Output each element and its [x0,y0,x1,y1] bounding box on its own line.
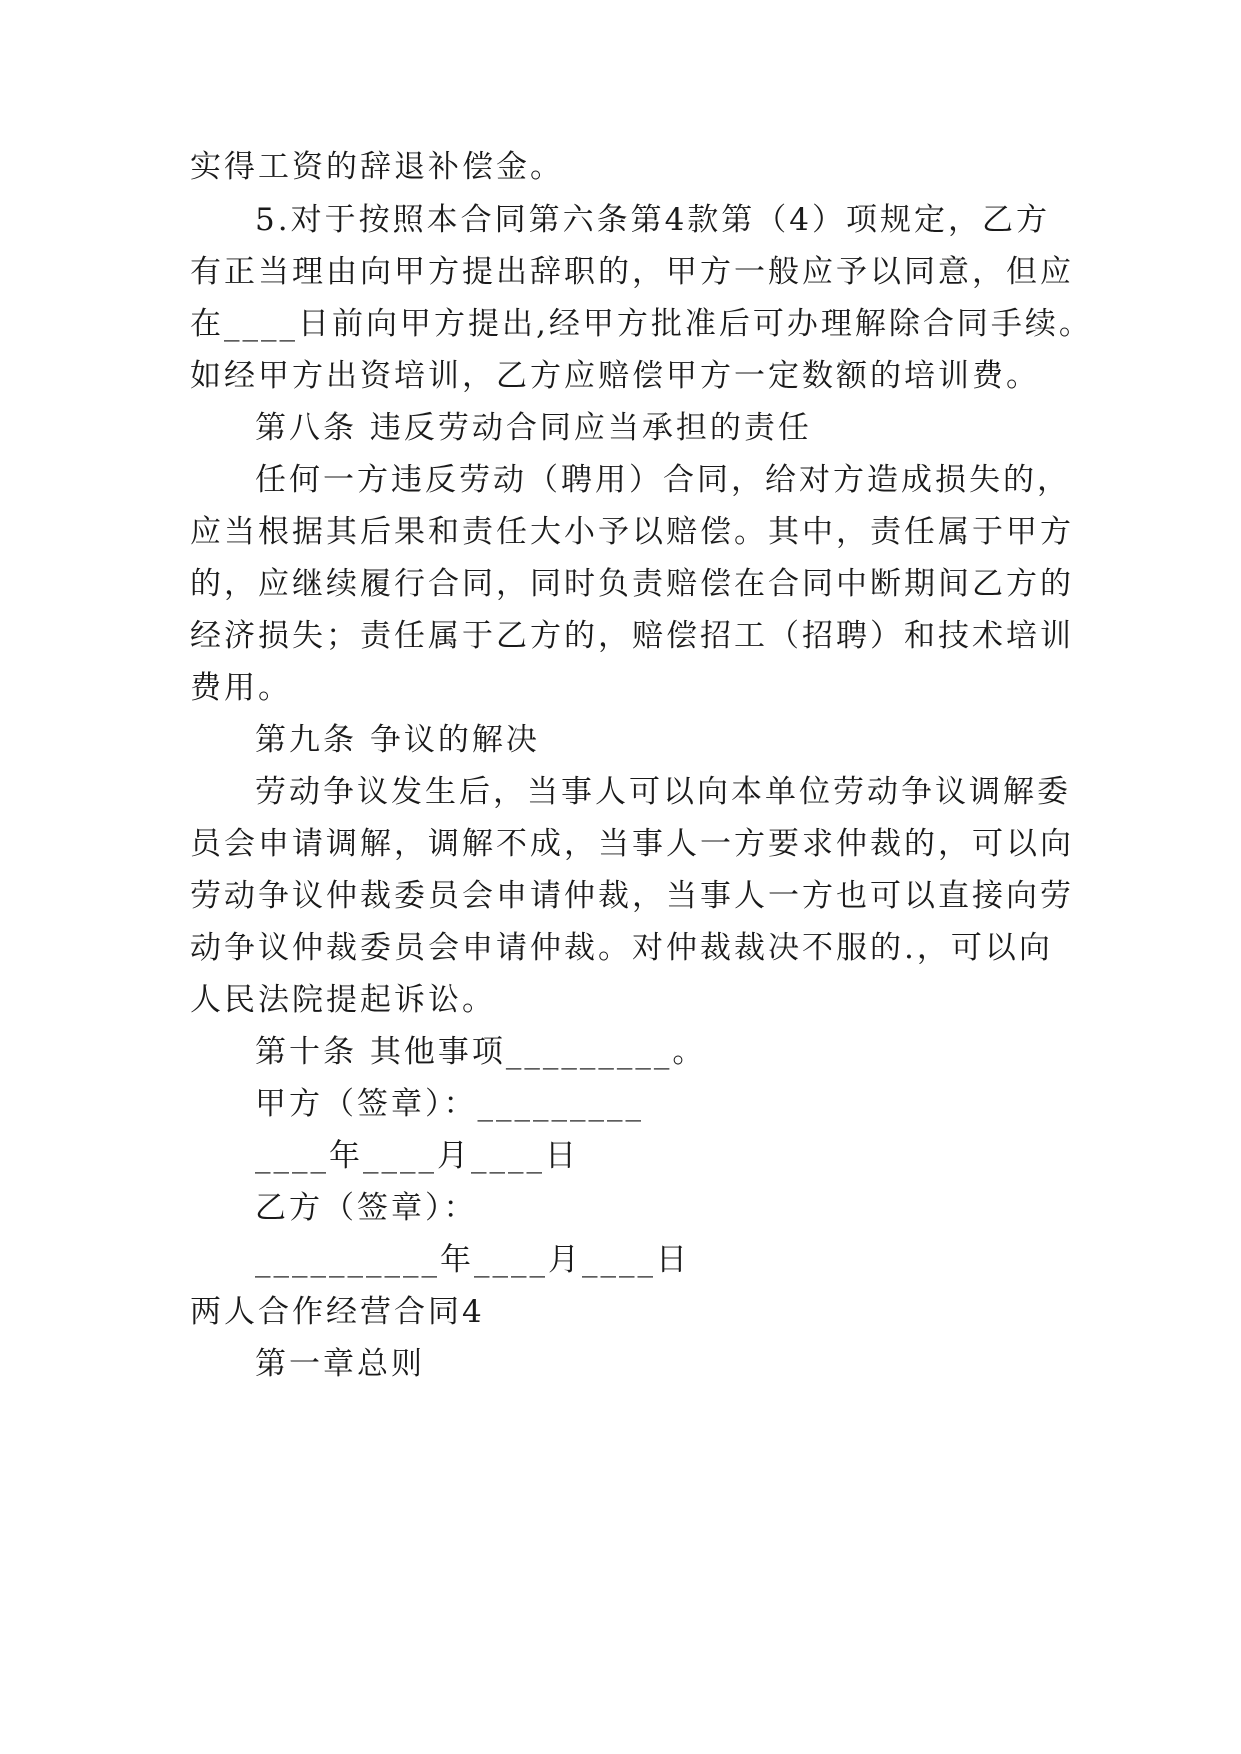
paragraph-line: 的，应继续履行合同，同时负责赔偿在合同中断期间乙方的 [190,566,1074,602]
paragraph-line: 经济损失；责任属于乙方的，赔偿招工（招聘）和技术培训 [190,618,1074,654]
signature-date-a: ____年____月____日 [255,1138,579,1174]
paragraph-line: 劳动争议发生后，当事人可以向本单位劳动争议调解委 [255,774,1071,810]
paragraph-line: 如经甲方出资培训，乙方应赔偿甲方一定数额的培训费。 [190,358,1040,394]
paragraph-line: 在____日前向甲方提出,经甲方批准后可办理解除合同手续。 [190,306,1093,342]
paragraph-line: 应当根据其后果和责任大小予以赔偿。其中，责任属于甲方 [190,514,1074,550]
chapter-heading: 第一章总则 [255,1346,425,1382]
section-heading: 第十条 其他事项_________。 [255,1034,707,1070]
signature-party-b: 乙方（签章）： [255,1190,478,1226]
paragraph-line: 动争议仲裁委员会申请仲裁。对仲裁裁决不服的.，可以向 [190,930,1053,966]
paragraph-line: 任何一方违反劳动（聘用）合同，给对方造成损失的， [255,462,1071,498]
section-heading: 第九条 争议的解决 [255,722,540,758]
paragraph-line: 有正当理由向甲方提出辞职的，甲方一般应予以同意，但应 [190,254,1074,290]
paragraph-line: 5.对于按照本合同第六条第4款第（4）项规定，乙方 [255,202,1051,238]
paragraph-line: 劳动争议仲裁委员会申请仲裁，当事人一方也可以直接向劳 [190,878,1074,914]
paragraph-line: 实得工资的辞退补偿金。 [190,149,564,185]
document-title: 两人合作经营合同4 [190,1294,485,1330]
signature-party-a: 甲方（签章）：_________ [255,1086,644,1122]
signature-date-b: __________年____月____日 [255,1242,690,1278]
paragraph-line: 人民法院提起诉讼。 [190,982,496,1018]
section-heading: 第八条 违反劳动合同应当承担的责任 [255,410,812,446]
paragraph-line: 员会申请调解，调解不成，当事人一方要求仲裁的，可以向 [190,826,1074,862]
paragraph-line: 费用。 [190,670,292,706]
